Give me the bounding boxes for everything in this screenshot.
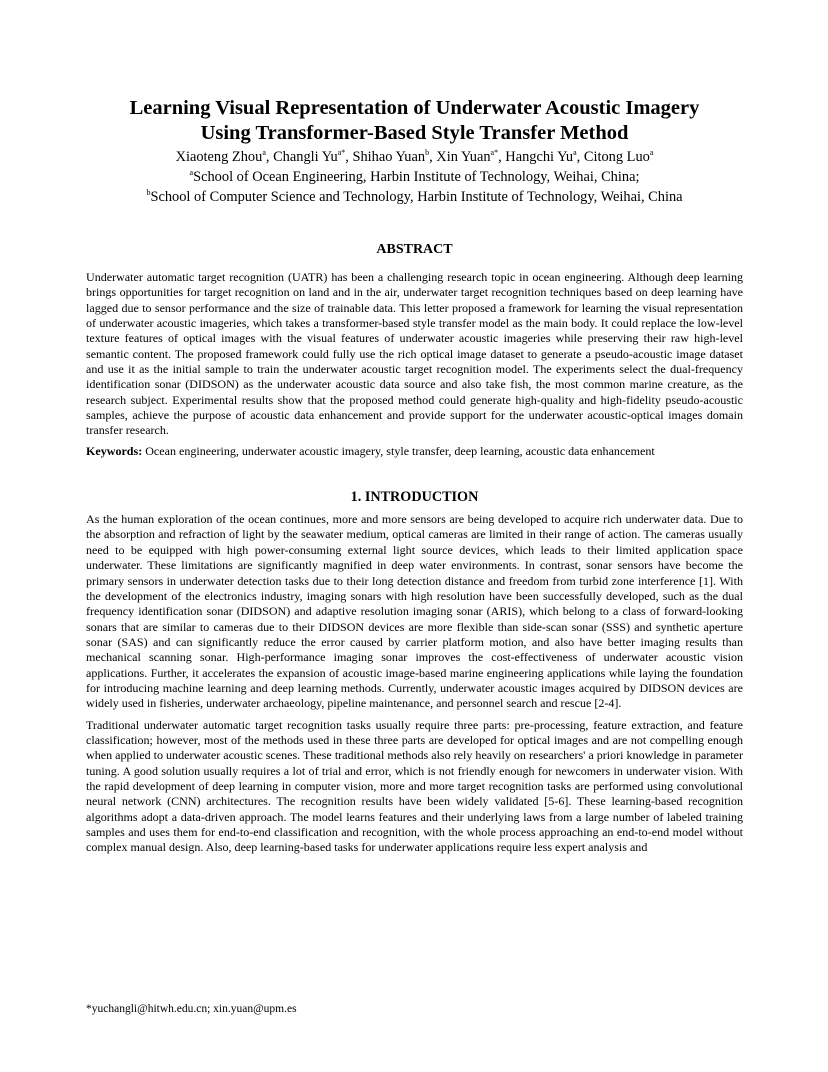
author-list: Xiaoteng Zhou$^a$, Changli $Yu^{a*}$, Shihao Yuan$^b$, Xin Yuan$^{a*}$, Hangchi Yu$^a$, Citong Luo$^a$ xyxy=(175,148,654,165)
author-name: Xiaoteng Zhou xyxy=(175,149,263,165)
abstract-heading: ABSTRACT xyxy=(376,242,453,257)
affiliation-a xyxy=(86,167,743,187)
keywords-line xyxy=(86,444,743,459)
author-affiliation-mark: a* xyxy=(490,148,499,157)
author-affiliation-mark: a xyxy=(649,148,654,157)
introduction-paragraph-2: Traditional underwater automatic target recognition tasks usually require three parts: pre-processing, feature extraction, and feature classification; however, most of the methods used in these three parts are developed for optical images and are not compelling enough when applied to underwater acoustic scenes. These traditional methods also rely heavily on researchers' a priori knowledge in parameter tuning. A good solution usually requires a lot of trial and error, which is not friendly enough for newcomers in underwater vision. With the rapid development of deep learning in computer vision, more and more target recognition tasks are performed using convolutional neural network (CNN) architectures. The recognition results have been widely validated [5-6]. These learning-based recognition algorithms adopt a data-driven approach. The model learns features and their underlying laws from a large number of labeled training samples and uses them for end-to-end classification and recognition, with the whole process approaching an end-to-end model without complex manual design. Also, deep learning-based tasks for underwater applications require less expert analysis and xyxy=(86,717,743,855)
abstract-text: Underwater automatic target recognition (UATR) has been a challenging research topic in ocean engineering. Although deep learning brings opportunities for target recognition on land and in the air, underwater target recognition techniques based on deep learning have lagged due to sensor performance and the size of trainable data. This letter proposed a framework for learning the visual representation of underwater acoustic imageries, which takes a transformer-based style transfer model as the main body. It could replace the low-level texture features of optical images with the visual features of underwater acoustic imageries while preserving their raw high-level semantic content. The proposed framework could fully use the rich optical image dataset to generate a pseudo-acoustic image dataset and use it as the initial sample to train the underwater acoustic target recognition model. The experiments select the dual-frequency identification sonar (DIDSON) as the underwater acoustic data source and also take fish, the most common marine creature, as the research subject. Experimental results show that the proposed method could generate high-quality and high-fidelity pseudo-acoustic samples, achieve the purpose of acoustic data enhancement and provide support for the underwater acoustic-optical images domain transfer research. xyxy=(86,270,743,438)
paper-title xyxy=(86,96,743,146)
author-name: Shihao Yuan xyxy=(352,149,426,165)
author-name: Changli Yu xyxy=(273,149,338,165)
section-heading-introduction: 1. INTRODUCTION xyxy=(350,489,479,506)
author-affiliation-mark: a xyxy=(262,148,266,157)
affiliation-mark: b xyxy=(146,188,151,197)
author-name: Xin Yuan xyxy=(436,149,491,165)
author-name: Hangchi Yu xyxy=(505,149,574,165)
affiliation-text: School of Computer Science and Technology, Harbin Institute of Technology, Weihai, China xyxy=(150,189,683,205)
paper-page xyxy=(86,96,743,856)
introduction-paragraph-1: As the human exploration of the ocean continues, more and more sensors are being developed to acquire rich underwater data. Due to the absorption and refraction of light by the seawater medium, optical cameras are limited in their range of action. The cameras usually need to be equipped with high power-consuming external light source devices, which leads to their limited application space underwater. These limitations are significantly magnified in deep water environments. In contrast, sonar sensors have become the primary sensors in underwater detection tasks due to their long detection distance and freedom from turbid zone interference [1]. With the development of the electronics industry, imaging sonars with high resolution have been successfully developed, such as the dual frequency identification sonar (DIDSON) and adaptive resolution imaging sonar (ARIS), which belong to a class of forward-looking sonars that are similar to cameras due to their DIDSON devices are more flexible than side-scan sonar (SSS) and synthetic aperture sonar (SAS) and can significantly reduce the error caused by carrier platform motion, and also have better imaging results than mechanical scanning sonar. High-performance imaging sonar improves the cost-effectiveness of underwater acoustic vision applications. Further, it accelerates the expansion of acoustic image-based marine engineering applications while laying the foundation for introducing machine learning and deep learning methods. Currently, underwater acoustic images acquired by DIDSON devices are widely used in fisheries, underwater archaeology, pipeline maintenance, and personnel search and rescue [2-4]. xyxy=(86,512,743,711)
author-affiliation-mark: b xyxy=(425,148,430,157)
author-name: Citong Luo xyxy=(583,149,650,165)
author-affiliation-mark: a xyxy=(573,148,577,157)
title-line-1: Learning Visual Representation of Underwater Acoustic Imagery xyxy=(129,97,700,119)
title-line-2: Using Transformer-Based Style Transfer Method xyxy=(200,122,629,144)
corresponding-author-footnote: *yuchangli@hitwh.edu.cn; xin.yuan@upm.es xyxy=(86,1003,297,1015)
affiliation-b xyxy=(86,187,743,207)
author-affiliation-mark: a* xyxy=(337,148,346,157)
affiliation-text: School of Ocean Engineering, Harbin Institute of Technology, Weihai, China; xyxy=(193,169,640,185)
keywords-label: Keywords: xyxy=(86,443,143,458)
keywords-text: Ocean engineering, underwater acoustic imagery, style transfer, deep learning, acoustic data enhancement xyxy=(145,443,655,458)
affiliation-mark: a xyxy=(189,168,194,177)
